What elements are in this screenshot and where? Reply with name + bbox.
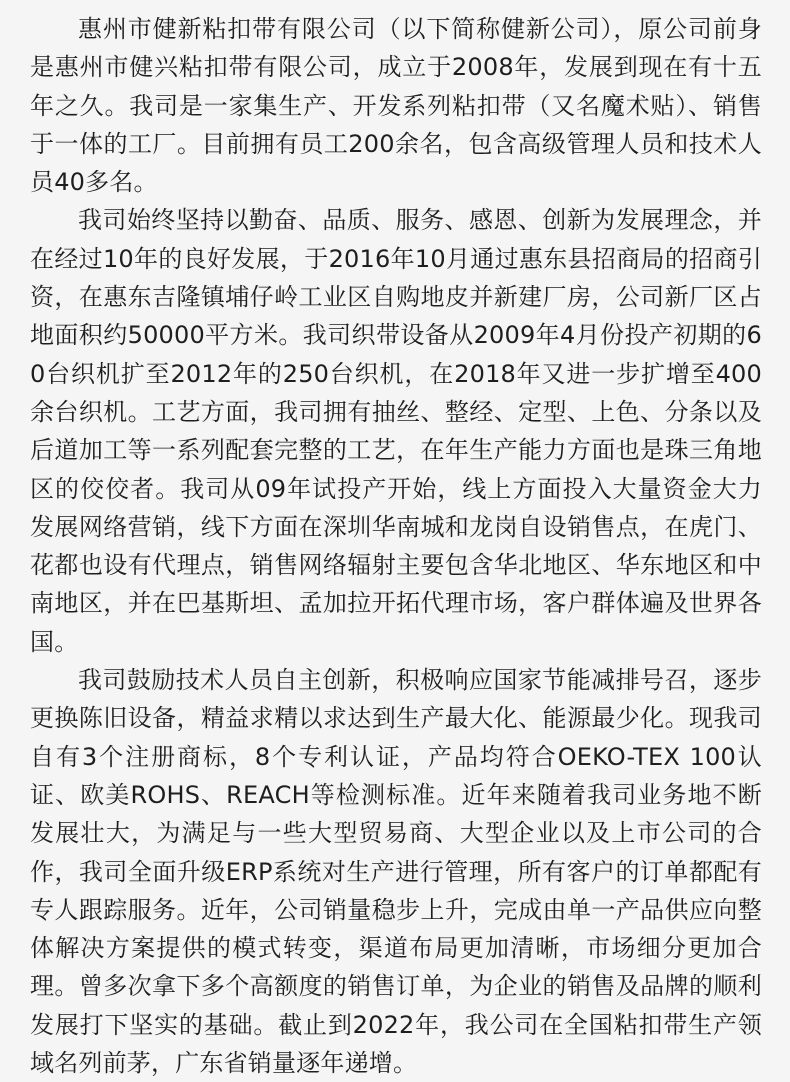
paragraph-development: 我司始终坚持以勤奋、品质、服务、感恩、创新为发展理念，并在经过10年的良好发展，于2016年10月通过惠东县招商局的招商引资，在惠东吉隆镇埔仔岭工业区自购地皮并新建厂房，公司新厂区占地面积约50000平方米。我司织带设备从2009年4月份投产初期的60台织机扩至2012年的250台织机，在2018年又进一步扩增至400余台织机。工艺方面，我司拥有抽丝、整经、定型、上色、分条以及后道加工等一系列配套完整的工艺，在年生产能力方面也是珠三角地区的佼佼者。我司从09年试投产开始，线上方面投入大量资金大力发展网络营销，线下方面在深圳华南城和龙岗自设销售点，在虎门、花都也设有代理点，销售网络辐射主要包含华北地区、华东地区和中南地区，并在巴基斯坦、孟加拉开拓代理市场，客户群体遍及世界各国。 [30,206,762,656]
paragraph-innovation: 我司鼓励技术人员自主创新，积极响应国家节能减排号召，逐步更换陈旧设备，精益求精以求达到生产最大化、能源最少化。现我司自有3个注册商标，8个专利认证，产品均符合OEKO-TEX 100认证、欧美ROHS、REACH等检测标准。近年来随着我司业务地不断发展壮大，为满足与一些大型贸易商、大型企业以及上市公司的合作，我司全面升级ERP系统对生产进行管理，所有客户的订单都配有专人跟踪服务。近年，公司销量稳步上升，完成由单一产品供应向整体解决方案提供的模式转变，渠道布局更加清晰，市场细分更加合理。曾多次拿下多个高额度的销售订单，为企业的销售及品牌的顺利发展打下坚实的基础。截止到2022年，我公司在全国粘扣带生产领域名列前茅，广东省销量逐年递增。 [30,666,762,1078]
paragraph-company-history: 惠州市健新粘扣带有限公司（以下简称健新公司），原公司前身是惠州市健兴粘扣带有限公司，成立于2008年，发展到现在有十五年之久。我司是一家集生产、开发系列粘扣带（又名魔术贴）、销售于一体的工厂。目前拥有员工200余名，包含高级管理人员和技术人员40多名。 [30,15,762,197]
